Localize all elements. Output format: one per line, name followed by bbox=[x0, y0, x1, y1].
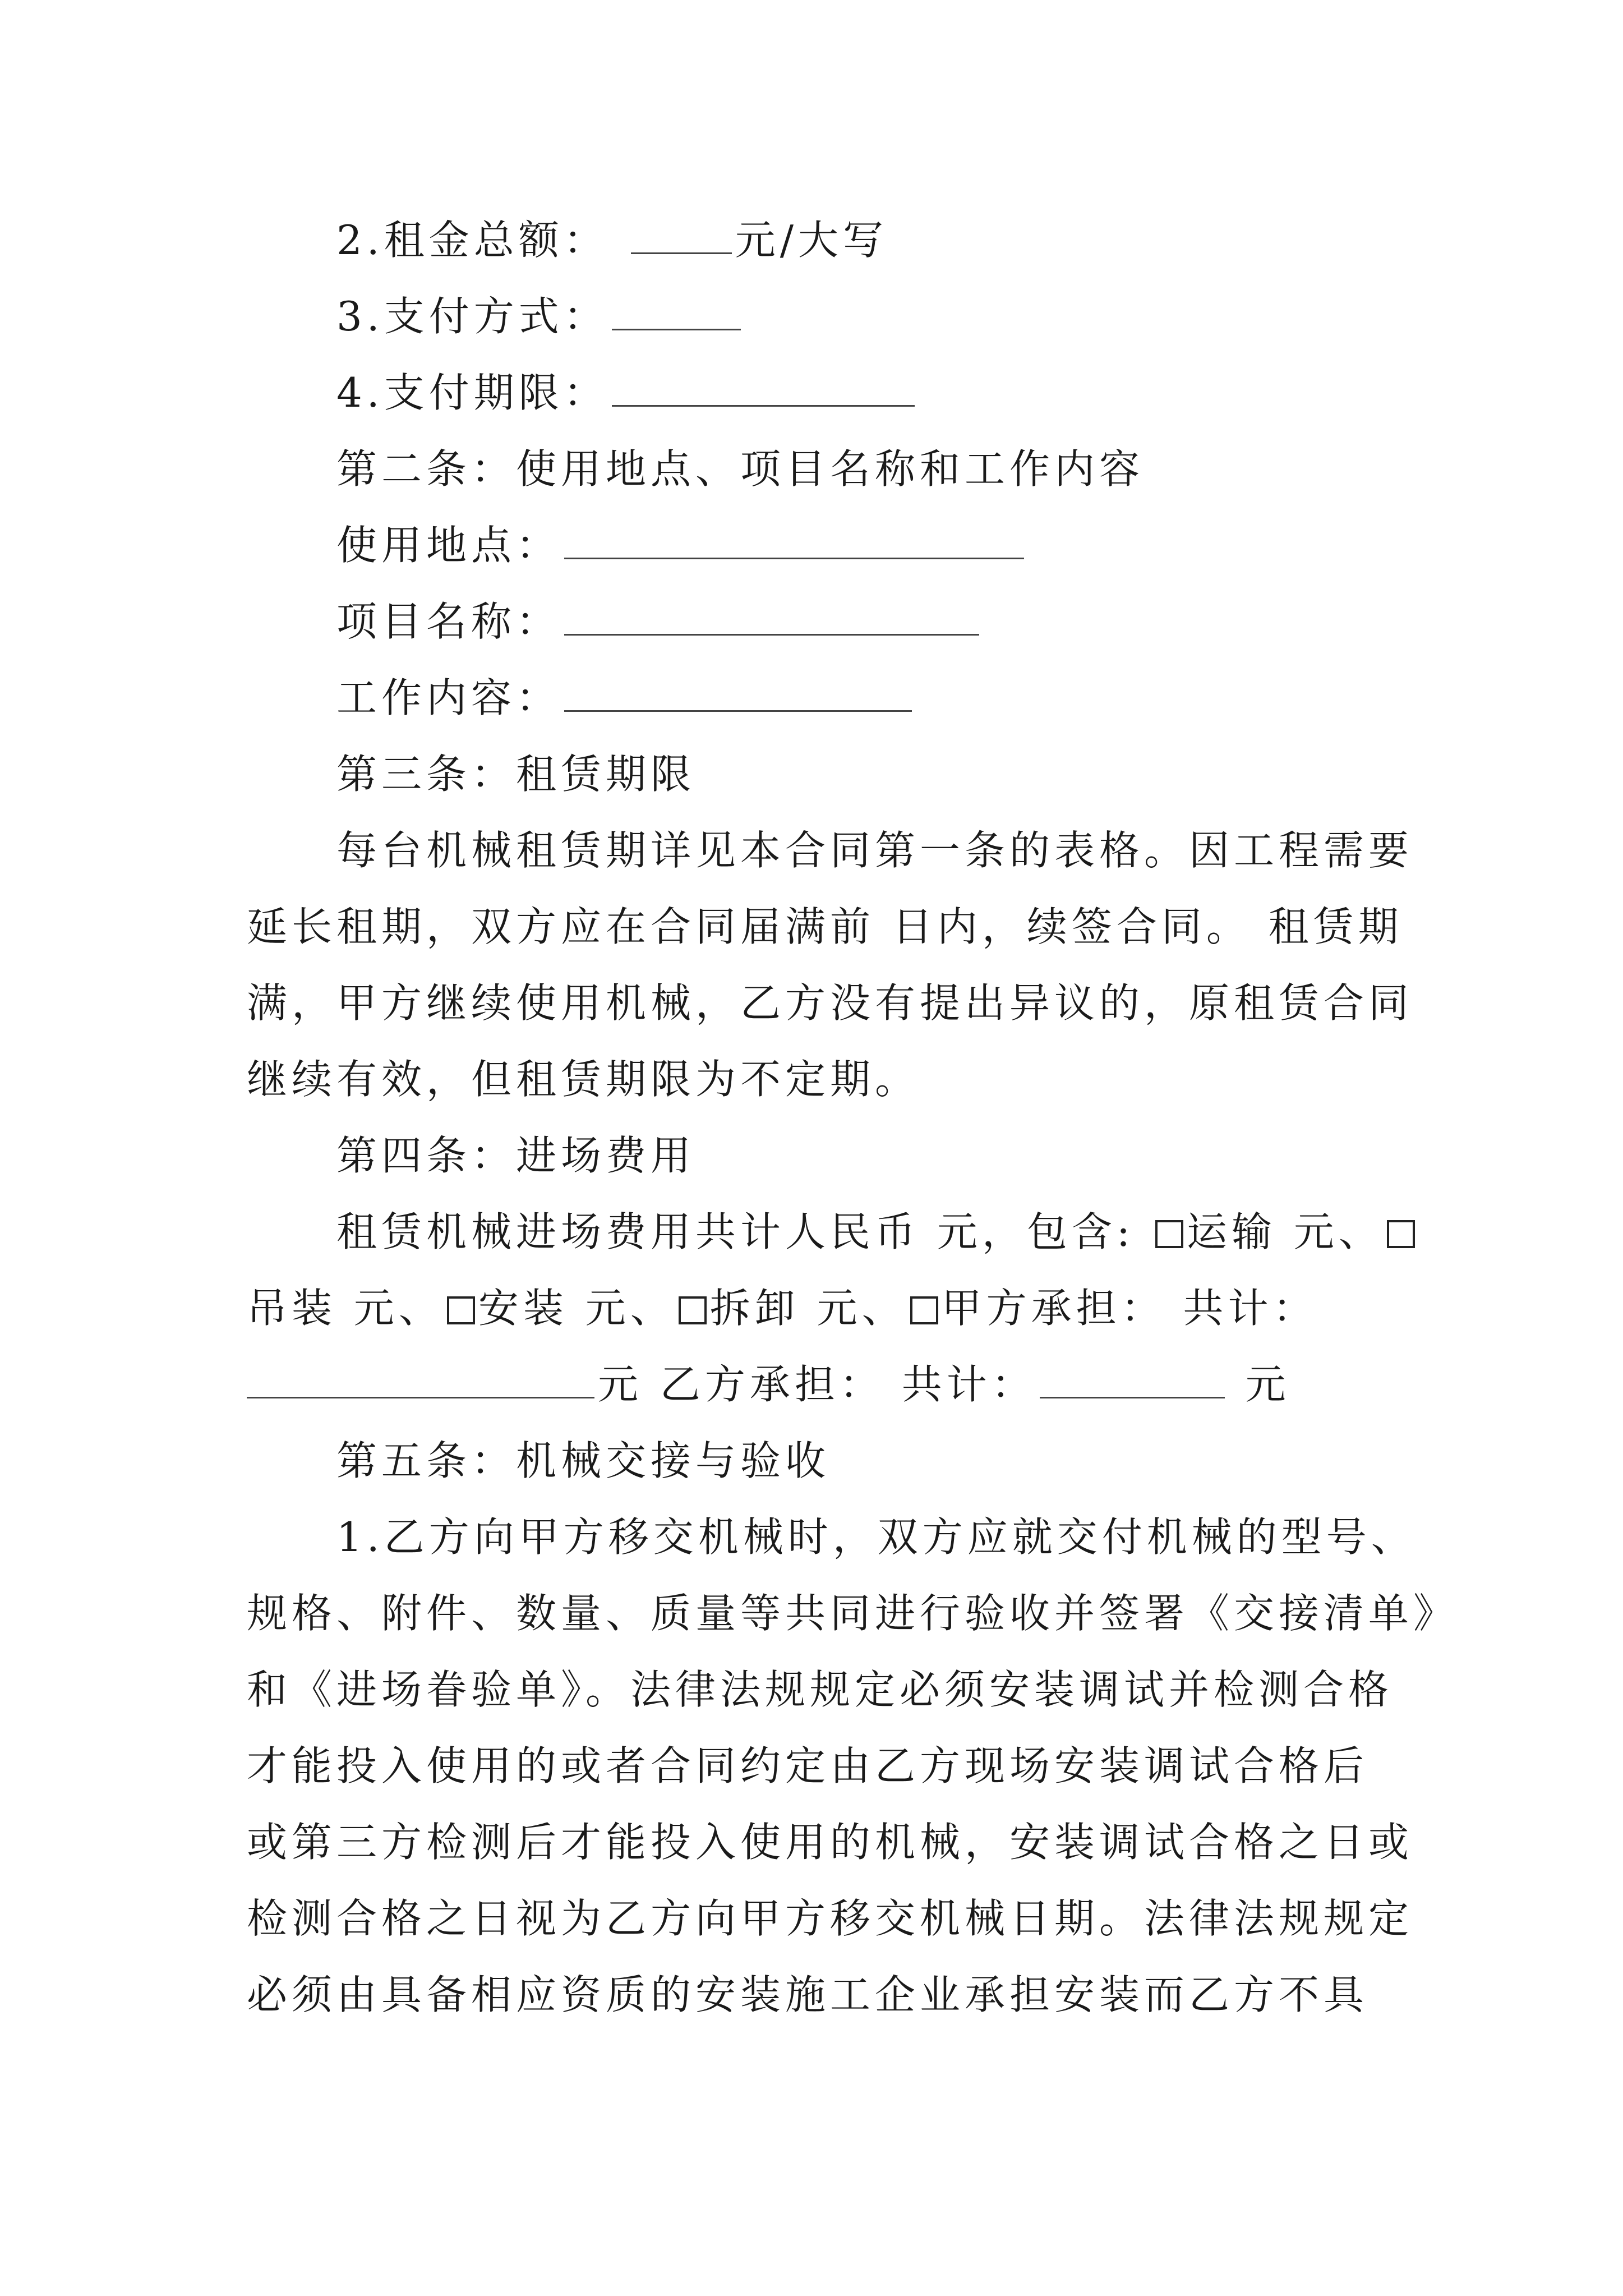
article5-line-5: 或第三方检测后才能投入使用的机械，安装调试合格之日或 bbox=[247, 1819, 1414, 1866]
total-amount-label: 2.租金总额： bbox=[336, 217, 608, 264]
article5-line-3: 和《进场眷验单》。法律法规规定必须安装调试并检测合格 bbox=[247, 1666, 1394, 1713]
article5-line-7: 必须由具备相应资质的安装施工企业承担安装而乙方不具 bbox=[247, 1971, 1369, 2018]
article5-line-1: 1.乙方向甲方移交机械时，双方应就交付机械的型号、 bbox=[336, 1513, 1416, 1561]
payment-method-field[interactable] bbox=[612, 295, 741, 330]
payment-deadline-label: 4.支付期限： bbox=[336, 369, 608, 416]
article3-line-4: 继续有效，但租赁期限为不定期。 bbox=[247, 1056, 920, 1103]
location-label: 使用地点： bbox=[336, 522, 561, 569]
transport-label: 运输 元、 bbox=[1187, 1208, 1384, 1255]
project-label: 项目名称： bbox=[336, 598, 561, 645]
article4-line-2 bbox=[247, 1281, 1318, 1335]
payment-deadline-line bbox=[336, 366, 918, 420]
total-amount-unit: 元/大写 bbox=[735, 217, 888, 264]
party-b-label: 元 乙方承担： 共计： bbox=[598, 1361, 1036, 1408]
article5-line-4: 才能投入使用的或者合同约定由乙方现场安装调试合格后 bbox=[247, 1742, 1369, 1789]
article3-line-3: 满，甲方继续使用机械，乙方没有提出异议的，原租赁合同 bbox=[247, 979, 1414, 1027]
project-field[interactable] bbox=[564, 600, 979, 636]
work-content-field[interactable] bbox=[564, 677, 912, 712]
document-page bbox=[247, 0, 1459, 2296]
hoisting-label: 吊装 元、 bbox=[247, 1285, 444, 1332]
location-line bbox=[336, 518, 1027, 572]
work-content-label: 工作内容： bbox=[336, 674, 561, 721]
dismantle-label: 拆卸 元、 bbox=[709, 1285, 907, 1332]
payment-deadline-field[interactable] bbox=[612, 371, 915, 407]
party-a-label: 甲方承担： 共计： bbox=[941, 1285, 1318, 1332]
party-b-unit: 元 bbox=[1228, 1361, 1290, 1408]
article5-heading: 第五条：机械交接与验收 bbox=[336, 1437, 831, 1484]
transport-checkbox[interactable] bbox=[1155, 1220, 1183, 1248]
article3-line-2: 延长租期，双方应在合同届满前 日内，续签合同。 租赁期 bbox=[247, 903, 1403, 950]
location-field[interactable] bbox=[564, 524, 1024, 559]
install-checkbox[interactable] bbox=[447, 1296, 475, 1324]
article4-line-3 bbox=[247, 1358, 1290, 1411]
article3-line-1: 每台机械租赁期详见本合同第一条的表格。因工程需要 bbox=[336, 827, 1414, 874]
article3-heading: 第三条：租赁期限 bbox=[336, 751, 696, 798]
install-label: 安装 元、 bbox=[478, 1285, 675, 1332]
total-amount-line bbox=[336, 213, 888, 267]
article5-line-2: 规格、附件、数量、质量等共同进行验收并签署《交接清单》 bbox=[247, 1590, 1459, 1637]
party-a-checkbox[interactable] bbox=[910, 1296, 938, 1324]
party-b-total-field[interactable] bbox=[1040, 1363, 1225, 1398]
total-amount-field[interactable] bbox=[631, 219, 732, 254]
party-a-total-field[interactable] bbox=[247, 1363, 594, 1398]
article2-heading: 第二条：使用地点、项目名称和工作内容 bbox=[336, 445, 1145, 493]
payment-method-line bbox=[336, 289, 744, 343]
dismantle-checkbox[interactable] bbox=[679, 1296, 707, 1324]
article4-line-1 bbox=[336, 1205, 1418, 1259]
entry-fee-text: 租赁机械进场费用共计人民币 元，包含: bbox=[336, 1208, 1152, 1255]
work-content-line bbox=[336, 671, 915, 725]
hoisting-checkbox[interactable] bbox=[1387, 1220, 1415, 1248]
project-line bbox=[336, 595, 983, 648]
article4-heading: 第四条：进场费用 bbox=[336, 1132, 696, 1179]
payment-method-label: 3.支付方式： bbox=[336, 293, 608, 340]
article5-line-6: 检测合格之日视为乙方向甲方移交机械日期。法律法规规定 bbox=[247, 1895, 1414, 1942]
